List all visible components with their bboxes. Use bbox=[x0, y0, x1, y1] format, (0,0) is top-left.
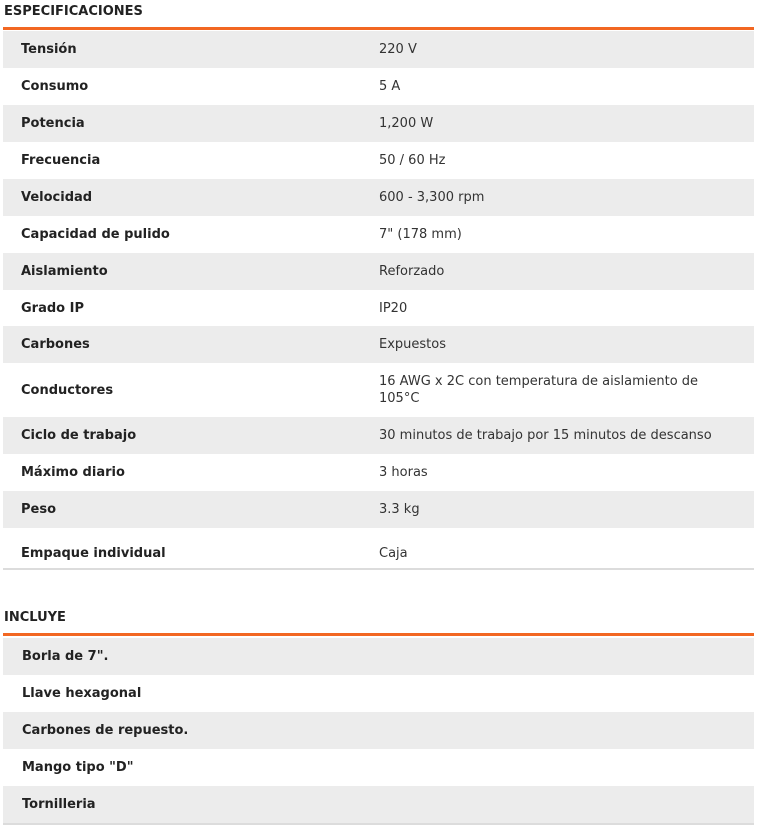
spec-label: Empaque individual bbox=[21, 545, 166, 561]
spec-label: Velocidad bbox=[21, 190, 93, 205]
specs-table bbox=[3, 31, 754, 578]
spec-value: 7" (178 mm) bbox=[379, 227, 462, 242]
spec-row-grado-ip bbox=[3, 290, 754, 326]
spec-value: 3 horas bbox=[379, 465, 428, 480]
spec-row-carbones bbox=[3, 326, 754, 363]
spec-value: 16 AWG x 2C con temperatura de aislamiento de 105°C bbox=[379, 374, 699, 406]
spec-value: 600 - 3,300 rpm bbox=[379, 190, 485, 205]
includes-list bbox=[3, 638, 754, 823]
spec-row-ciclo bbox=[3, 417, 754, 454]
spec-row-velocidad bbox=[3, 179, 754, 216]
spec-row-maximo bbox=[3, 454, 754, 491]
spec-row-capacidad bbox=[3, 216, 754, 253]
spec-value: Caja bbox=[379, 545, 408, 561]
list-item: Tornilleria bbox=[3, 786, 754, 823]
spec-label: Consumo bbox=[21, 79, 89, 94]
spec-row-aislamiento bbox=[3, 253, 754, 290]
spec-row-peso bbox=[3, 491, 754, 528]
spec-label: Carbones bbox=[21, 337, 90, 352]
specs-title: ESPECIFICACIONES bbox=[4, 4, 143, 19]
spec-row-tension bbox=[3, 31, 754, 68]
spec-label: Tensión bbox=[21, 42, 77, 57]
includes-list-divider bbox=[3, 823, 754, 825]
spec-value: 30 minutos de trabajo por 15 minutos de descanso bbox=[379, 428, 712, 443]
spec-row-potencia bbox=[3, 105, 754, 142]
spec-value: IP20 bbox=[379, 300, 408, 316]
spec-value: 3.3 kg bbox=[379, 502, 420, 517]
spec-row-consumo bbox=[3, 68, 754, 105]
spec-label: Potencia bbox=[21, 116, 85, 131]
specs-table-divider bbox=[3, 568, 754, 570]
includes-title: INCLUYE bbox=[4, 610, 66, 625]
spec-row-frecuencia bbox=[3, 142, 754, 179]
spec-value: Reforzado bbox=[379, 264, 445, 279]
list-item: Llave hexagonal bbox=[22, 686, 142, 701]
spec-label: Ciclo de trabajo bbox=[21, 428, 137, 443]
spec-label: Máximo diario bbox=[21, 465, 125, 480]
spec-row-empaque bbox=[3, 528, 754, 578]
list-item: Carbones de repuesto. bbox=[3, 712, 754, 749]
spec-label: Capacidad de pulido bbox=[21, 227, 170, 242]
spec-label: Frecuencia bbox=[21, 153, 101, 168]
spec-label: Aislamiento bbox=[21, 264, 108, 279]
includes-title-underline bbox=[3, 633, 754, 636]
spec-value: 220 V bbox=[379, 42, 417, 57]
list-item: Borla de 7". bbox=[3, 638, 754, 675]
spec-value: Expuestos bbox=[379, 337, 446, 352]
spec-row-conductores bbox=[3, 363, 754, 417]
spec-label: Grado IP bbox=[21, 300, 84, 316]
spec-label: Peso bbox=[21, 502, 57, 517]
spec-value: 5 A bbox=[379, 79, 401, 94]
specs-title-underline bbox=[3, 27, 754, 30]
spec-value: 50 / 60 Hz bbox=[379, 153, 446, 168]
spec-value: 1,200 W bbox=[379, 116, 434, 131]
spec-label: Conductores bbox=[21, 382, 114, 398]
list-item: Mango tipo "D" bbox=[22, 760, 134, 775]
